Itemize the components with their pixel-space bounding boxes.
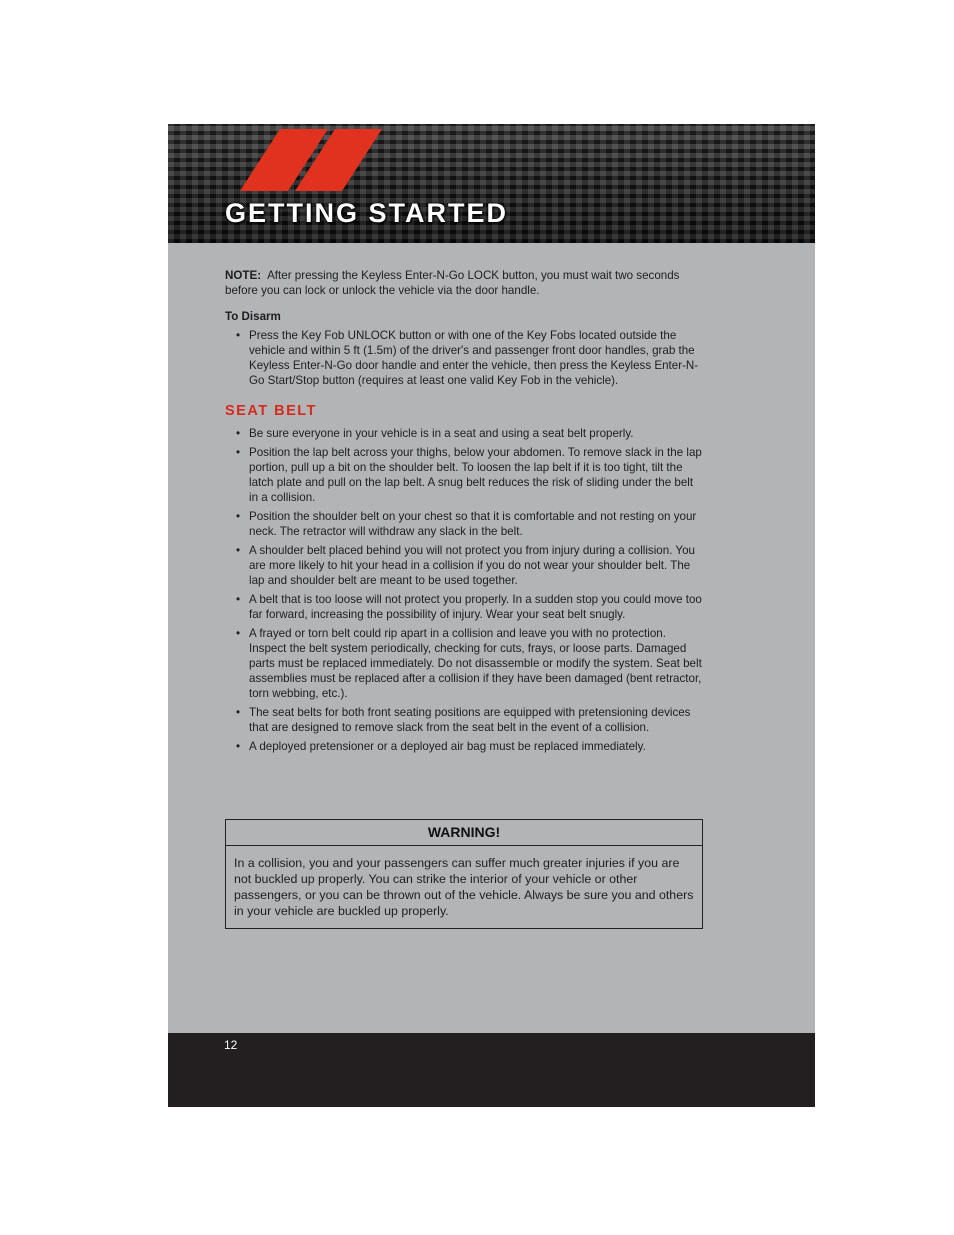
- bullet-icon: •: [236, 329, 241, 342]
- list-item: [236, 426, 705, 441]
- disarm-heading: To Disarm: [225, 310, 281, 323]
- list-item: [236, 705, 705, 735]
- bullet-icon: •: [236, 446, 241, 459]
- list-item: [236, 626, 705, 701]
- list-item-text: Position the lap belt across your thighs, below your abdomen. To remove slack in the lap portion, pull up a bit on the shoulder belt. To loosen the lap belt if it is too tight, tilt the latch plate and pull on the lap belt. A snug belt reduces the risk of sliding under the belt in a collision.: [249, 446, 702, 504]
- bullet-icon: •: [236, 544, 241, 557]
- racing-stripes-logo: [240, 129, 385, 191]
- seat-belt-list: [225, 426, 705, 754]
- bullet-icon: •: [236, 510, 241, 523]
- warning-box: [225, 819, 703, 929]
- bullet-icon: •: [236, 627, 241, 640]
- list-item: [236, 509, 705, 539]
- list-item-text: The seat belts for both front seating positions are equipped with pretensioning devices that are designed to remove slack from the seat belt in the event of a collision.: [249, 706, 691, 734]
- bullet-icon: •: [236, 706, 241, 719]
- list-item: [236, 739, 705, 754]
- list-item: [236, 328, 705, 388]
- bullet-icon: •: [236, 593, 241, 606]
- list-item-text: Be sure everyone in your vehicle is in a seat and using a seat belt properly.: [249, 427, 634, 440]
- list-item: [236, 543, 705, 588]
- page-number: 12: [224, 1038, 238, 1052]
- list-item-text: Press the Key Fob UNLOCK button or with one of the Key Fobs located outside the vehicle and within 5 ft (1.5m) of the driver's and passenger front door handles, grab the Keyless Enter-N-Go door handle and enter the vehicle, then press the Keyless Enter-N-Go Start/Stop button (requires at least one valid Key Fob in the vehicle).: [249, 329, 699, 387]
- bullet-icon: •: [236, 427, 241, 440]
- content-body: [225, 268, 705, 758]
- list-item-text: Position the shoulder belt on your chest so that it is comfortable and not resting on your neck. The retractor will withdraw any slack in the belt.: [249, 510, 697, 538]
- page-header: [168, 124, 815, 243]
- list-item-text: A belt that is too loose will not protect you properly. In a sudden stop you could move too far forward, increasing the possibility of injury. Wear your seat belt snugly.: [249, 593, 702, 621]
- list-item: [236, 592, 705, 622]
- note-text: After pressing the Keyless Enter-N-Go LOCK button, you must wait two seconds before you can lock or unlock the vehicle via the door handle.: [225, 269, 680, 297]
- page-footer: [168, 1033, 815, 1107]
- warning-heading: WARNING!: [226, 820, 702, 846]
- list-item-text: A deployed pretensioner or a deployed air bag must be replaced immediately.: [249, 740, 646, 753]
- seat-belt-heading: SEAT BELT: [225, 403, 317, 419]
- list-item: [236, 445, 705, 505]
- list-item-text: A shoulder belt placed behind you will not protect you from injury during a collision. You are more likely to hit your head in a collision if you do not wear your shoulder belt. The lap and shoulder belt are meant to be used together.: [249, 544, 695, 587]
- section-title: GETTING STARTED: [225, 198, 508, 228]
- bullet-icon: •: [236, 740, 241, 753]
- note-label: NOTE:: [225, 269, 262, 282]
- warning-text: In a collision, you and your passengers can suffer much greater injuries if you are not buckled up properly. You can strike the interior of your vehicle or other passengers, or you can be thrown out of the vehicle. Always be sure you and others in your vehicle are buckled up properly.: [234, 856, 694, 918]
- manual-page: [168, 124, 815, 1107]
- list-item-text: A frayed or torn belt could rip apart in a collision and leave you with no protection. Inspect the belt system periodically, checking for cuts, frays, or loose parts. Damaged parts must be replaced immediately. Do not disassemble or modify the system. Seat belt assemblies must be replaced after a collision if they have been damaged (bent retractor, torn webbing, etc.).: [249, 627, 702, 700]
- disarm-list: [225, 328, 705, 388]
- note-paragraph: [225, 268, 705, 298]
